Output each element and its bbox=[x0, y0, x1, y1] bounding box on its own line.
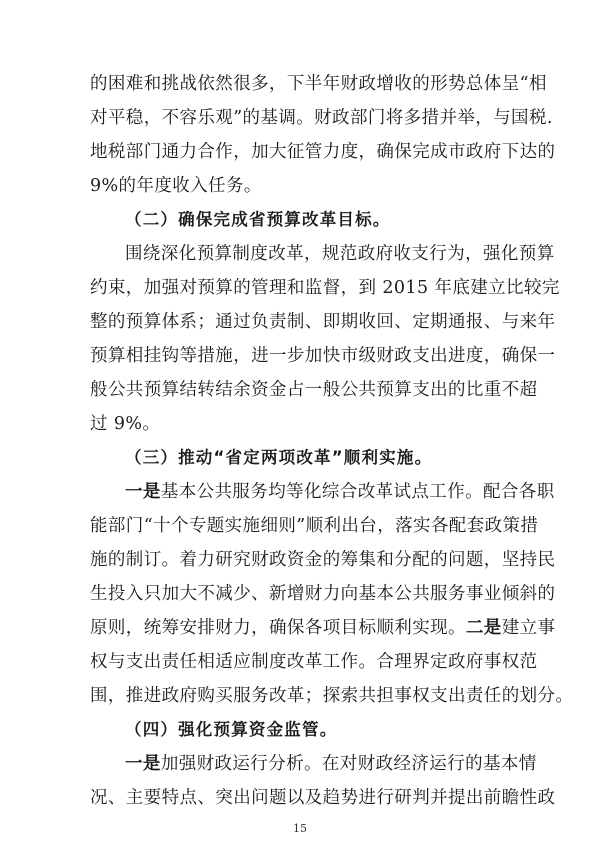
body-line: 围，推进政府购买服务改革；探索共担事权支出责任的划分。 bbox=[90, 686, 574, 706]
body-text: 加强财政运行分析。在对财政经济运行的基本情 bbox=[160, 754, 537, 774]
body-line: 能部门“十个专题实施细则”顺利出台，落实各配套政策措 bbox=[90, 516, 539, 536]
section-heading: （四）强化预算资金监管。 bbox=[125, 720, 338, 739]
body-line: 地税部门通力合作，加大征管力度，确保完成市政府下达的 bbox=[90, 142, 556, 162]
emphasis-lead: 一是 bbox=[125, 754, 161, 774]
body-line: 过 9%。 bbox=[90, 414, 161, 434]
body-line: 施的制订。着力研究财政资金的筹集和分配的问题，坚持民 bbox=[90, 550, 556, 570]
section-heading: （二）确保完成省预算改革目标。 bbox=[125, 210, 391, 229]
body-line: 般公共预算结转结余资金占一般公共预算支出的比重不超 bbox=[90, 380, 538, 400]
body-line: 的困难和挑战依然很多，下半年财政增收的形势总体呈“相 bbox=[90, 74, 547, 94]
body-line bbox=[125, 754, 537, 774]
page-number: 15 bbox=[293, 822, 307, 835]
body-line: 况、主要特点、突出问题以及趋势进行研判并提出前瞻性政 bbox=[90, 788, 556, 808]
body-line: 约束，加强对预算的管理和监督，到 2015 年底建立比较完 bbox=[90, 278, 560, 298]
body-line: 对平稳，不容乐观”的基调。财政部门将多措并举，与国税. bbox=[90, 108, 553, 128]
section-heading: （三）推动“省定两项改革”顺利实施。 bbox=[125, 448, 433, 467]
body-line bbox=[90, 618, 555, 638]
body-line: 整的预算体系；通过负责制、即期收回、定期通报、与来年 bbox=[90, 312, 556, 332]
body-line: 生投入只加大不减少、新增财力向基本公共服务事业倾斜的 bbox=[90, 584, 556, 604]
body-line bbox=[125, 482, 555, 502]
body-line: 权与支出责任相适应制度改革工作。合理界定政府事权范 bbox=[90, 652, 538, 672]
emphasis-lead: 一是 bbox=[125, 482, 161, 502]
body-text: 基本公共服务均等化综合改革试点工作。配合各职 bbox=[160, 482, 555, 502]
body-line: 预算相挂钩等措施，进一步加快市级财政支出进度，确保一 bbox=[90, 346, 556, 366]
body-text: 建立事 bbox=[501, 618, 556, 638]
body-line: 围绕深化预算制度改革，规范政府收支行为，强化预算 bbox=[125, 244, 555, 264]
body-text: 原则，统筹安排财力，确保各项目标顺利实现。 bbox=[90, 618, 466, 638]
emphasis-lead: 二是 bbox=[465, 618, 502, 638]
body-line: 9%的年度收入任务。 bbox=[90, 176, 262, 196]
